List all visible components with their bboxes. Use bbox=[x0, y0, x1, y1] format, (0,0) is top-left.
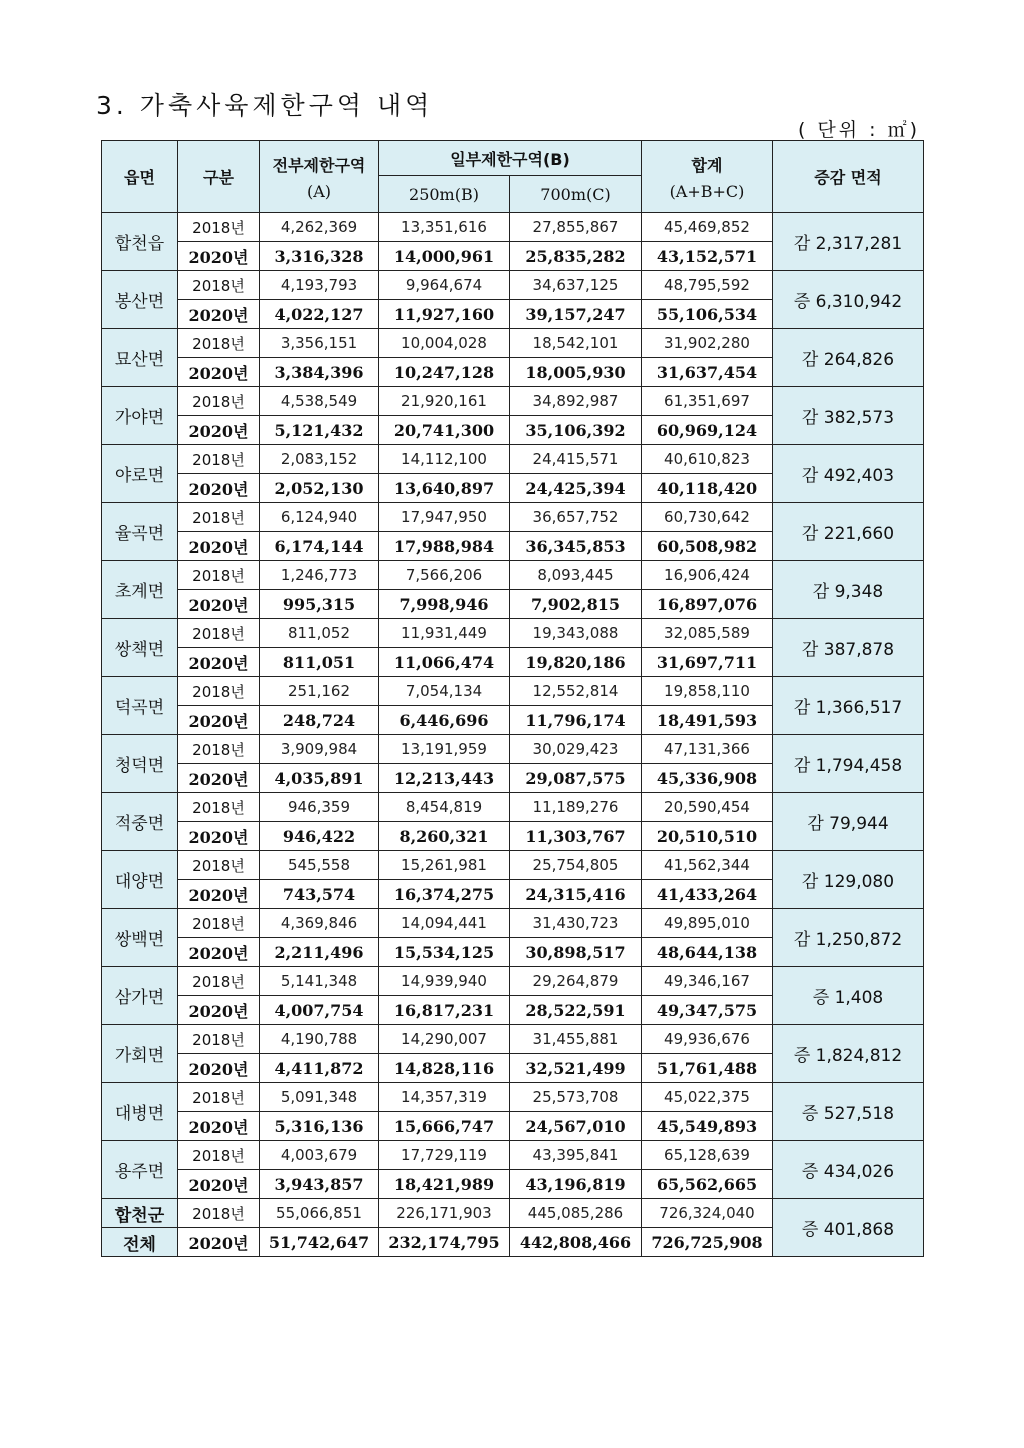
partial-250m-cell: 14,828,116 bbox=[379, 1054, 510, 1083]
table-row bbox=[102, 1141, 924, 1170]
sum-cell: 61,351,697 bbox=[642, 387, 773, 416]
year-cell: 2018년 bbox=[178, 967, 260, 996]
region-name: 적중면 bbox=[102, 793, 178, 851]
year-cell: 2018년 bbox=[178, 1025, 260, 1054]
full-restriction-cell: 4,262,369 bbox=[260, 213, 379, 242]
partial-700m-cell: 27,855,867 bbox=[510, 213, 642, 242]
year-cell: 2020년 bbox=[178, 300, 260, 329]
sum-cell: 20,510,510 bbox=[642, 822, 773, 851]
partial-700m-cell: 43,395,841 bbox=[510, 1141, 642, 1170]
sum-cell: 45,336,908 bbox=[642, 764, 773, 793]
table-row bbox=[102, 619, 924, 648]
partial-700m-cell: 24,567,010 bbox=[510, 1112, 642, 1141]
partial-250m-cell: 7,998,946 bbox=[379, 590, 510, 619]
header-full-line1: 전부제한구역 bbox=[272, 155, 366, 175]
partial-700m-cell: 34,892,987 bbox=[510, 387, 642, 416]
sum-cell: 43,152,571 bbox=[642, 242, 773, 271]
region-name: 청덕면 bbox=[102, 735, 178, 793]
change-cell: 감 79,944 bbox=[773, 793, 924, 851]
table-row bbox=[102, 793, 924, 822]
partial-250m-cell: 16,817,231 bbox=[379, 996, 510, 1025]
full-restriction-cell: 4,003,679 bbox=[260, 1141, 379, 1170]
sum-cell: 65,128,639 bbox=[642, 1141, 773, 1170]
table-row bbox=[102, 851, 924, 880]
partial-250m-cell: 17,729,119 bbox=[379, 1141, 510, 1170]
full-restriction-cell: 3,356,151 bbox=[260, 329, 379, 358]
partial-700m-cell: 31,430,723 bbox=[510, 909, 642, 938]
partial-250m-cell: 13,191,959 bbox=[379, 735, 510, 764]
year-cell: 2020년 bbox=[178, 242, 260, 271]
change-cell: 감 264,826 bbox=[773, 329, 924, 387]
partial-250m-cell: 11,931,449 bbox=[379, 619, 510, 648]
change-cell: 증 6,310,942 bbox=[773, 271, 924, 329]
table-row bbox=[102, 677, 924, 706]
sum-cell: 48,644,138 bbox=[642, 938, 773, 967]
change-cell: 증 1,408 bbox=[773, 967, 924, 1025]
region-name: 대병면 bbox=[102, 1083, 178, 1141]
region-name: 덕곡면 bbox=[102, 677, 178, 735]
sum-cell: 32,085,589 bbox=[642, 619, 773, 648]
sum-cell: 60,969,124 bbox=[642, 416, 773, 445]
partial-700m-cell: 25,573,708 bbox=[510, 1083, 642, 1112]
region-name: 쌍백면 bbox=[102, 909, 178, 967]
full-restriction-cell: 6,124,940 bbox=[260, 503, 379, 532]
sum-cell: 726,725,908 bbox=[642, 1228, 773, 1257]
year-cell: 2020년 bbox=[178, 532, 260, 561]
year-cell: 2020년 bbox=[178, 822, 260, 851]
unit-label: ( 단위 : ㎡) bbox=[797, 119, 920, 141]
partial-700m-cell: 35,106,392 bbox=[510, 416, 642, 445]
sum-cell: 48,795,592 bbox=[642, 271, 773, 300]
partial-250m-cell: 21,920,161 bbox=[379, 387, 510, 416]
partial-250m-cell: 11,066,474 bbox=[379, 648, 510, 677]
total-name-line2: 전체 bbox=[102, 1228, 178, 1257]
sum-cell: 51,761,488 bbox=[642, 1054, 773, 1083]
restricted-zone-table bbox=[101, 140, 924, 1257]
total-change-cell: 증 401,868 bbox=[773, 1199, 924, 1257]
partial-700m-cell: 11,189,276 bbox=[510, 793, 642, 822]
header-sum bbox=[642, 141, 773, 213]
year-cell: 2018년 bbox=[178, 1083, 260, 1112]
partial-700m-cell: 36,345,853 bbox=[510, 532, 642, 561]
full-restriction-cell: 3,384,396 bbox=[260, 358, 379, 387]
year-cell: 2018년 bbox=[178, 735, 260, 764]
partial-700m-cell: 30,029,423 bbox=[510, 735, 642, 764]
sum-cell: 40,610,823 bbox=[642, 445, 773, 474]
partial-250m-cell: 18,421,989 bbox=[379, 1170, 510, 1199]
partial-250m-cell: 226,171,903 bbox=[379, 1199, 510, 1228]
full-restriction-cell: 3,316,328 bbox=[260, 242, 379, 271]
partial-700m-cell: 442,808,466 bbox=[510, 1228, 642, 1257]
partial-250m-cell: 13,640,897 bbox=[379, 474, 510, 503]
sum-cell: 65,562,665 bbox=[642, 1170, 773, 1199]
sum-cell: 31,902,280 bbox=[642, 329, 773, 358]
full-restriction-cell: 995,315 bbox=[260, 590, 379, 619]
year-cell: 2018년 bbox=[178, 329, 260, 358]
full-restriction-cell: 4,538,549 bbox=[260, 387, 379, 416]
partial-250m-cell: 15,666,747 bbox=[379, 1112, 510, 1141]
sum-cell: 18,491,593 bbox=[642, 706, 773, 735]
table-row bbox=[102, 1025, 924, 1054]
partial-250m-cell: 15,534,125 bbox=[379, 938, 510, 967]
header-change: 증감 면적 bbox=[773, 141, 924, 213]
partial-250m-cell: 8,260,321 bbox=[379, 822, 510, 851]
year-cell: 2020년 bbox=[178, 1054, 260, 1083]
partial-700m-cell: 24,415,571 bbox=[510, 445, 642, 474]
partial-250m-cell: 17,947,950 bbox=[379, 503, 510, 532]
section-title: 3. 가축사육제한구역 내역 bbox=[96, 91, 434, 120]
header-sum-line1: 합계 bbox=[691, 155, 723, 175]
partial-700m-cell: 24,425,394 bbox=[510, 474, 642, 503]
region-name: 용주면 bbox=[102, 1141, 178, 1199]
header-sum-line2: (A+B+C) bbox=[669, 181, 745, 201]
partial-700m-cell: 29,087,575 bbox=[510, 764, 642, 793]
sum-cell: 20,590,454 bbox=[642, 793, 773, 822]
partial-700m-cell: 36,657,752 bbox=[510, 503, 642, 532]
sum-cell: 49,895,010 bbox=[642, 909, 773, 938]
table-row bbox=[102, 329, 924, 358]
table-row bbox=[102, 445, 924, 474]
partial-700m-cell: 18,542,101 bbox=[510, 329, 642, 358]
partial-700m-cell: 445,085,286 bbox=[510, 1199, 642, 1228]
year-cell: 2018년 bbox=[178, 793, 260, 822]
change-cell: 증 527,518 bbox=[773, 1083, 924, 1141]
year-cell: 2020년 bbox=[178, 416, 260, 445]
partial-700m-cell: 30,898,517 bbox=[510, 938, 642, 967]
sum-cell: 45,549,893 bbox=[642, 1112, 773, 1141]
change-cell: 감 1,366,517 bbox=[773, 677, 924, 735]
region-name: 봉산면 bbox=[102, 271, 178, 329]
year-cell: 2020년 bbox=[178, 648, 260, 677]
full-restriction-cell: 946,359 bbox=[260, 793, 379, 822]
sum-cell: 55,106,534 bbox=[642, 300, 773, 329]
partial-700m-cell: 28,522,591 bbox=[510, 996, 642, 1025]
header-full-line2: (A) bbox=[306, 181, 332, 201]
sum-cell: 726,324,040 bbox=[642, 1199, 773, 1228]
region-name: 야로면 bbox=[102, 445, 178, 503]
table-row bbox=[102, 561, 924, 590]
partial-700m-cell: 25,835,282 bbox=[510, 242, 642, 271]
change-cell: 감 221,660 bbox=[773, 503, 924, 561]
sum-cell: 31,697,711 bbox=[642, 648, 773, 677]
table-row bbox=[102, 387, 924, 416]
full-restriction-cell: 3,909,984 bbox=[260, 735, 379, 764]
partial-700m-cell: 11,796,174 bbox=[510, 706, 642, 735]
full-restriction-cell: 4,035,891 bbox=[260, 764, 379, 793]
table-body bbox=[102, 213, 924, 1257]
full-restriction-cell: 5,316,136 bbox=[260, 1112, 379, 1141]
partial-250m-cell: 16,374,275 bbox=[379, 880, 510, 909]
partial-700m-cell: 19,343,088 bbox=[510, 619, 642, 648]
partial-700m-cell: 8,093,445 bbox=[510, 561, 642, 590]
full-restriction-cell: 2,211,496 bbox=[260, 938, 379, 967]
change-cell: 감 9,348 bbox=[773, 561, 924, 619]
change-cell: 감 129,080 bbox=[773, 851, 924, 909]
header-full-restriction bbox=[260, 141, 379, 213]
partial-250m-cell: 7,566,206 bbox=[379, 561, 510, 590]
total-row bbox=[102, 1199, 924, 1228]
table-row bbox=[102, 909, 924, 938]
header-700m: 700m(C) bbox=[510, 176, 642, 213]
partial-250m-cell: 14,000,961 bbox=[379, 242, 510, 271]
partial-250m-cell: 17,988,984 bbox=[379, 532, 510, 561]
partial-250m-cell: 7,054,134 bbox=[379, 677, 510, 706]
change-cell: 감 2,317,281 bbox=[773, 213, 924, 271]
year-cell: 2018년 bbox=[178, 677, 260, 706]
year-cell: 2020년 bbox=[178, 938, 260, 967]
region-name: 율곡면 bbox=[102, 503, 178, 561]
header-250m: 250m(B) bbox=[379, 176, 510, 213]
full-restriction-cell: 5,091,348 bbox=[260, 1083, 379, 1112]
full-restriction-cell: 1,246,773 bbox=[260, 561, 379, 590]
partial-250m-cell: 6,446,696 bbox=[379, 706, 510, 735]
partial-700m-cell: 31,455,881 bbox=[510, 1025, 642, 1054]
change-cell: 감 382,573 bbox=[773, 387, 924, 445]
year-cell: 2018년 bbox=[178, 503, 260, 532]
year-cell: 2018년 bbox=[178, 1199, 260, 1228]
full-restriction-cell: 51,742,647 bbox=[260, 1228, 379, 1257]
full-restriction-cell: 4,190,788 bbox=[260, 1025, 379, 1054]
table-row bbox=[102, 967, 924, 996]
partial-250m-cell: 11,927,160 bbox=[379, 300, 510, 329]
sum-cell: 60,508,982 bbox=[642, 532, 773, 561]
partial-250m-cell: 14,357,319 bbox=[379, 1083, 510, 1112]
full-restriction-cell: 4,007,754 bbox=[260, 996, 379, 1025]
sum-cell: 16,897,076 bbox=[642, 590, 773, 619]
region-name: 가회면 bbox=[102, 1025, 178, 1083]
table-row bbox=[102, 503, 924, 532]
full-restriction-cell: 251,162 bbox=[260, 677, 379, 706]
partial-250m-cell: 9,964,674 bbox=[379, 271, 510, 300]
region-name: 묘산면 bbox=[102, 329, 178, 387]
region-name: 쌍책면 bbox=[102, 619, 178, 677]
partial-250m-cell: 15,261,981 bbox=[379, 851, 510, 880]
year-cell: 2020년 bbox=[178, 1170, 260, 1199]
table-row bbox=[102, 213, 924, 242]
partial-250m-cell: 12,213,443 bbox=[379, 764, 510, 793]
partial-700m-cell: 24,315,416 bbox=[510, 880, 642, 909]
partial-700m-cell: 29,264,879 bbox=[510, 967, 642, 996]
partial-250m-cell: 20,741,300 bbox=[379, 416, 510, 445]
full-restriction-cell: 4,369,846 bbox=[260, 909, 379, 938]
partial-700m-cell: 18,005,930 bbox=[510, 358, 642, 387]
full-restriction-cell: 5,121,432 bbox=[260, 416, 379, 445]
partial-700m-cell: 19,820,186 bbox=[510, 648, 642, 677]
partial-250m-cell: 232,174,795 bbox=[379, 1228, 510, 1257]
year-cell: 2018년 bbox=[178, 445, 260, 474]
year-cell: 2018년 bbox=[178, 561, 260, 590]
change-cell: 감 492,403 bbox=[773, 445, 924, 503]
year-cell: 2018년 bbox=[178, 271, 260, 300]
region-name: 합천읍 bbox=[102, 213, 178, 271]
sum-cell: 41,433,264 bbox=[642, 880, 773, 909]
partial-700m-cell: 39,157,247 bbox=[510, 300, 642, 329]
change-cell: 증 1,824,812 bbox=[773, 1025, 924, 1083]
partial-250m-cell: 10,247,128 bbox=[379, 358, 510, 387]
year-cell: 2020년 bbox=[178, 706, 260, 735]
full-restriction-cell: 2,083,152 bbox=[260, 445, 379, 474]
year-cell: 2020년 bbox=[178, 880, 260, 909]
partial-250m-cell: 10,004,028 bbox=[379, 329, 510, 358]
sum-cell: 16,906,424 bbox=[642, 561, 773, 590]
year-cell: 2020년 bbox=[178, 590, 260, 619]
full-restriction-cell: 811,052 bbox=[260, 619, 379, 648]
partial-250m-cell: 13,351,616 bbox=[379, 213, 510, 242]
full-restriction-cell: 4,193,793 bbox=[260, 271, 379, 300]
change-cell: 증 434,026 bbox=[773, 1141, 924, 1199]
partial-250m-cell: 8,454,819 bbox=[379, 793, 510, 822]
sum-cell: 60,730,642 bbox=[642, 503, 773, 532]
sum-cell: 19,858,110 bbox=[642, 677, 773, 706]
header-partial-restriction: 일부제한구역(B) bbox=[379, 141, 642, 176]
sum-cell: 41,562,344 bbox=[642, 851, 773, 880]
full-restriction-cell: 946,422 bbox=[260, 822, 379, 851]
full-restriction-cell: 811,051 bbox=[260, 648, 379, 677]
year-cell: 2018년 bbox=[178, 909, 260, 938]
year-cell: 2018년 bbox=[178, 387, 260, 416]
partial-700m-cell: 7,902,815 bbox=[510, 590, 642, 619]
full-restriction-cell: 4,411,872 bbox=[260, 1054, 379, 1083]
year-cell: 2018년 bbox=[178, 213, 260, 242]
header-type: 구분 bbox=[178, 141, 260, 213]
full-restriction-cell: 248,724 bbox=[260, 706, 379, 735]
year-cell: 2020년 bbox=[178, 358, 260, 387]
region-name: 가야면 bbox=[102, 387, 178, 445]
partial-250m-cell: 14,939,940 bbox=[379, 967, 510, 996]
sum-cell: 49,346,167 bbox=[642, 967, 773, 996]
region-name: 삼가면 bbox=[102, 967, 178, 1025]
sum-cell: 45,022,375 bbox=[642, 1083, 773, 1112]
full-restriction-cell: 743,574 bbox=[260, 880, 379, 909]
sum-cell: 49,936,676 bbox=[642, 1025, 773, 1054]
full-restriction-cell: 3,943,857 bbox=[260, 1170, 379, 1199]
partial-250m-cell: 14,094,441 bbox=[379, 909, 510, 938]
full-restriction-cell: 6,174,144 bbox=[260, 532, 379, 561]
partial-700m-cell: 11,303,767 bbox=[510, 822, 642, 851]
region-name: 대양면 bbox=[102, 851, 178, 909]
change-cell: 감 1,250,872 bbox=[773, 909, 924, 967]
partial-700m-cell: 25,754,805 bbox=[510, 851, 642, 880]
partial-700m-cell: 32,521,499 bbox=[510, 1054, 642, 1083]
year-cell: 2018년 bbox=[178, 619, 260, 648]
year-cell: 2020년 bbox=[178, 1112, 260, 1141]
partial-700m-cell: 12,552,814 bbox=[510, 677, 642, 706]
full-restriction-cell: 545,558 bbox=[260, 851, 379, 880]
year-cell: 2020년 bbox=[178, 1228, 260, 1257]
full-restriction-cell: 2,052,130 bbox=[260, 474, 379, 503]
partial-700m-cell: 43,196,819 bbox=[510, 1170, 642, 1199]
total-name-line1: 합천군 bbox=[102, 1199, 178, 1228]
full-restriction-cell: 4,022,127 bbox=[260, 300, 379, 329]
year-cell: 2020년 bbox=[178, 996, 260, 1025]
year-cell: 2020년 bbox=[178, 764, 260, 793]
partial-250m-cell: 14,112,100 bbox=[379, 445, 510, 474]
change-cell: 감 387,878 bbox=[773, 619, 924, 677]
full-restriction-cell: 55,066,851 bbox=[260, 1199, 379, 1228]
table-row bbox=[102, 735, 924, 764]
partial-250m-cell: 14,290,007 bbox=[379, 1025, 510, 1054]
partial-700m-cell: 34,637,125 bbox=[510, 271, 642, 300]
sum-cell: 49,347,575 bbox=[642, 996, 773, 1025]
year-cell: 2018년 bbox=[178, 851, 260, 880]
region-name: 초계면 bbox=[102, 561, 178, 619]
sum-cell: 45,469,852 bbox=[642, 213, 773, 242]
change-cell: 감 1,794,458 bbox=[773, 735, 924, 793]
full-restriction-cell: 5,141,348 bbox=[260, 967, 379, 996]
header-region: 읍면 bbox=[102, 141, 178, 213]
sum-cell: 47,131,366 bbox=[642, 735, 773, 764]
table-row bbox=[102, 271, 924, 300]
year-cell: 2020년 bbox=[178, 474, 260, 503]
sum-cell: 40,118,420 bbox=[642, 474, 773, 503]
year-cell: 2018년 bbox=[178, 1141, 260, 1170]
sum-cell: 31,637,454 bbox=[642, 358, 773, 387]
table-row bbox=[102, 1083, 924, 1112]
